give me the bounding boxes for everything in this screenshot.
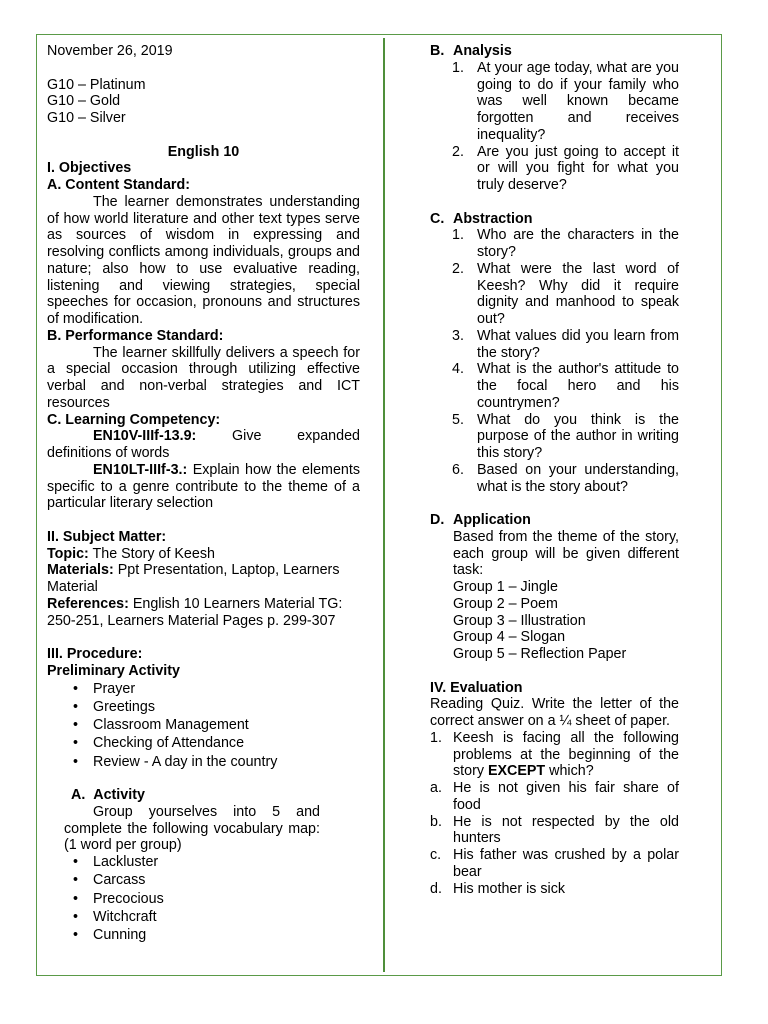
competency-2	[47, 462, 360, 512]
list-item: • Checking of Attendance	[47, 735, 360, 752]
group-task: Group 5 – Reflection Paper	[453, 646, 627, 662]
question-number: 6.	[452, 461, 464, 478]
competency-code: EN10LT-IIIf-3.:	[93, 461, 188, 478]
references-line	[47, 596, 360, 630]
lesson-date: November 26, 2019	[47, 43, 173, 59]
quiz-question	[430, 730, 679, 780]
question-number: 4.	[452, 361, 464, 378]
application-heading	[430, 512, 679, 529]
vocab-item: • Lackluster	[47, 854, 360, 871]
list-item: • Greetings	[47, 699, 360, 716]
vocab-item: • Carcass	[47, 872, 360, 889]
application-text: Based from the theme of the story, each group will be given different task:	[453, 528, 679, 579]
subject-matter-heading: II. Subject Matter:	[47, 528, 167, 545]
subject-title: English 10	[167, 143, 240, 160]
choice-text: He is not given his fair share of food	[453, 780, 679, 813]
vocab-item: • Cunning	[47, 927, 360, 944]
materials-label: Materials:	[47, 562, 114, 579]
analysis-heading	[430, 43, 679, 60]
performance-standard-heading: B. Performance Standard:	[47, 327, 224, 344]
choice-letter: a.	[430, 780, 442, 796]
question-text: What do you think is the purpose of the author in writing this story?	[477, 411, 679, 461]
quiz-number: 1.	[430, 729, 442, 746]
question-text: What values did you learn from the story?	[477, 327, 679, 361]
group-task: Group 2 – Poem	[453, 595, 558, 612]
question-number: 2.	[452, 260, 464, 277]
references-label: References:	[47, 595, 129, 612]
activity-text: Group yourselves into 5 and complete the following vocabulary map: (1 word per group)	[64, 803, 320, 854]
activity-block	[47, 787, 320, 854]
section-name: G10 – Platinum	[47, 76, 146, 93]
right-column	[430, 43, 679, 897]
evaluation-text: Reading Quiz. Write the letter of the correct answer on a ¼ sheet of paper.	[430, 696, 679, 729]
content-standard-text: The learner demonstrates understanding of how world literature and other text types serve as sources of wisdom in expressing and resolving conflicts among individuals, groups and nature; also how to use evaluative reading, listening and viewing strategies, special speeches for occasion, pronouns and structures of modification.	[47, 193, 360, 327]
vocab-item: • Witchcraft	[47, 909, 360, 926]
abstraction-question	[430, 227, 679, 261]
choice-text: His mother is sick	[453, 880, 566, 897]
competency-code: EN10V-IIIf-13.9:	[93, 428, 197, 445]
choice-letter: b.	[430, 813, 442, 830]
answer-choice	[430, 881, 679, 898]
application-letter: D.	[430, 512, 445, 528]
question-text: Are you just going to accept it or will you fight for what you truly deserve?	[477, 143, 679, 193]
content-standard-heading: A. Content Standard:	[47, 177, 190, 193]
answer-choice	[430, 814, 679, 848]
choice-text: His father was crushed by a polar bear	[453, 847, 679, 880]
materials-value: Ppt Presentation, Laptop, Learners Material	[47, 562, 340, 595]
question-number: 1.	[452, 227, 464, 244]
quiz-emphasis: EXCEPT	[487, 763, 546, 780]
abstraction-question	[430, 328, 679, 362]
question-text: What is the author's attitude to the focal hero and his countrymen?	[477, 361, 679, 411]
group-task: Group 3 – Illustration	[453, 612, 586, 629]
performance-standard-text: The learner skillfully delivers a speech for a special occasion through utilizing effective verbal and non-verbal strategies and ICT resources	[47, 344, 360, 411]
abstraction-letter: C.	[430, 210, 445, 227]
vocabulary-list	[47, 854, 360, 944]
references-value: English 10 Learners Material TG: 250-251, Learners Material Pages p. 299-307	[47, 595, 343, 629]
quiz-question-text: Keesh is facing all the following problems at the beginning of the story	[453, 729, 679, 780]
column-divider	[383, 38, 385, 972]
section-name: G10 – Gold	[47, 93, 121, 110]
question-text: At your age today, what are you going to do if your family who was well known became forgotten and receives inequality?	[477, 59, 679, 143]
abstraction-question	[430, 361, 679, 411]
left-column	[47, 43, 360, 944]
analysis-letter: B.	[430, 43, 445, 59]
choice-text: He is not respected by the old hunters	[453, 813, 679, 847]
application-title: Application	[453, 512, 531, 528]
activity-heading	[64, 787, 320, 804]
question-text: What were the last word of Keesh? Why did it require dignity and manhood to speak out?	[477, 260, 679, 327]
activity-letter: A.	[71, 787, 86, 803]
abstraction-question	[430, 412, 679, 462]
analysis-title: Analysis	[453, 43, 512, 59]
list-item: • Review - A day in the country	[47, 754, 360, 771]
answer-choice	[430, 847, 679, 881]
question-number: 5.	[452, 411, 464, 428]
list-item: • Classroom Management	[47, 717, 360, 734]
question-text: Based on your understanding, what is the story about?	[477, 461, 679, 495]
preliminary-list	[47, 681, 360, 771]
competency-1	[47, 428, 360, 462]
objectives-heading: I. Objectives	[47, 160, 132, 177]
abstraction-title: Abstraction	[453, 210, 533, 227]
topic-line	[47, 546, 360, 563]
section-name: G10 – Silver	[47, 110, 126, 126]
choice-letter: c.	[430, 847, 442, 863]
answer-choice	[430, 780, 679, 814]
question-number: 1.	[452, 59, 464, 76]
analysis-question	[430, 144, 679, 194]
group-task: Group 4 – Slogan	[453, 629, 566, 646]
learning-competency-heading: C. Learning Competency:	[47, 411, 221, 428]
competency-text: Give expanded definitions of words	[47, 428, 360, 461]
topic-label: Topic:	[47, 545, 89, 562]
question-text: Who are the characters in the story?	[477, 227, 679, 260]
vocab-item: • Precocious	[47, 891, 360, 908]
activity-title: Activity	[93, 787, 145, 803]
evaluation-heading: IV. Evaluation	[430, 679, 523, 696]
quiz-question-end: which?	[545, 763, 594, 780]
question-number: 3.	[452, 327, 464, 344]
materials-line	[47, 562, 360, 596]
analysis-question	[430, 60, 679, 144]
topic-value: The Story of Keesh	[88, 545, 215, 562]
competency-text: Explain how the elements specific to a genre contribute to the theme of a particular literary selection	[47, 461, 360, 512]
choice-letter: d.	[430, 880, 442, 897]
abstraction-question	[430, 462, 679, 496]
abstraction-heading	[430, 211, 679, 228]
group-task: Group 1 – Jingle	[453, 579, 558, 595]
list-item: • Prayer	[47, 681, 360, 698]
abstraction-question	[430, 261, 679, 328]
question-number: 2.	[452, 143, 464, 160]
procedure-heading: III. Procedure:	[47, 646, 143, 662]
preliminary-heading: Preliminary Activity	[47, 662, 180, 679]
